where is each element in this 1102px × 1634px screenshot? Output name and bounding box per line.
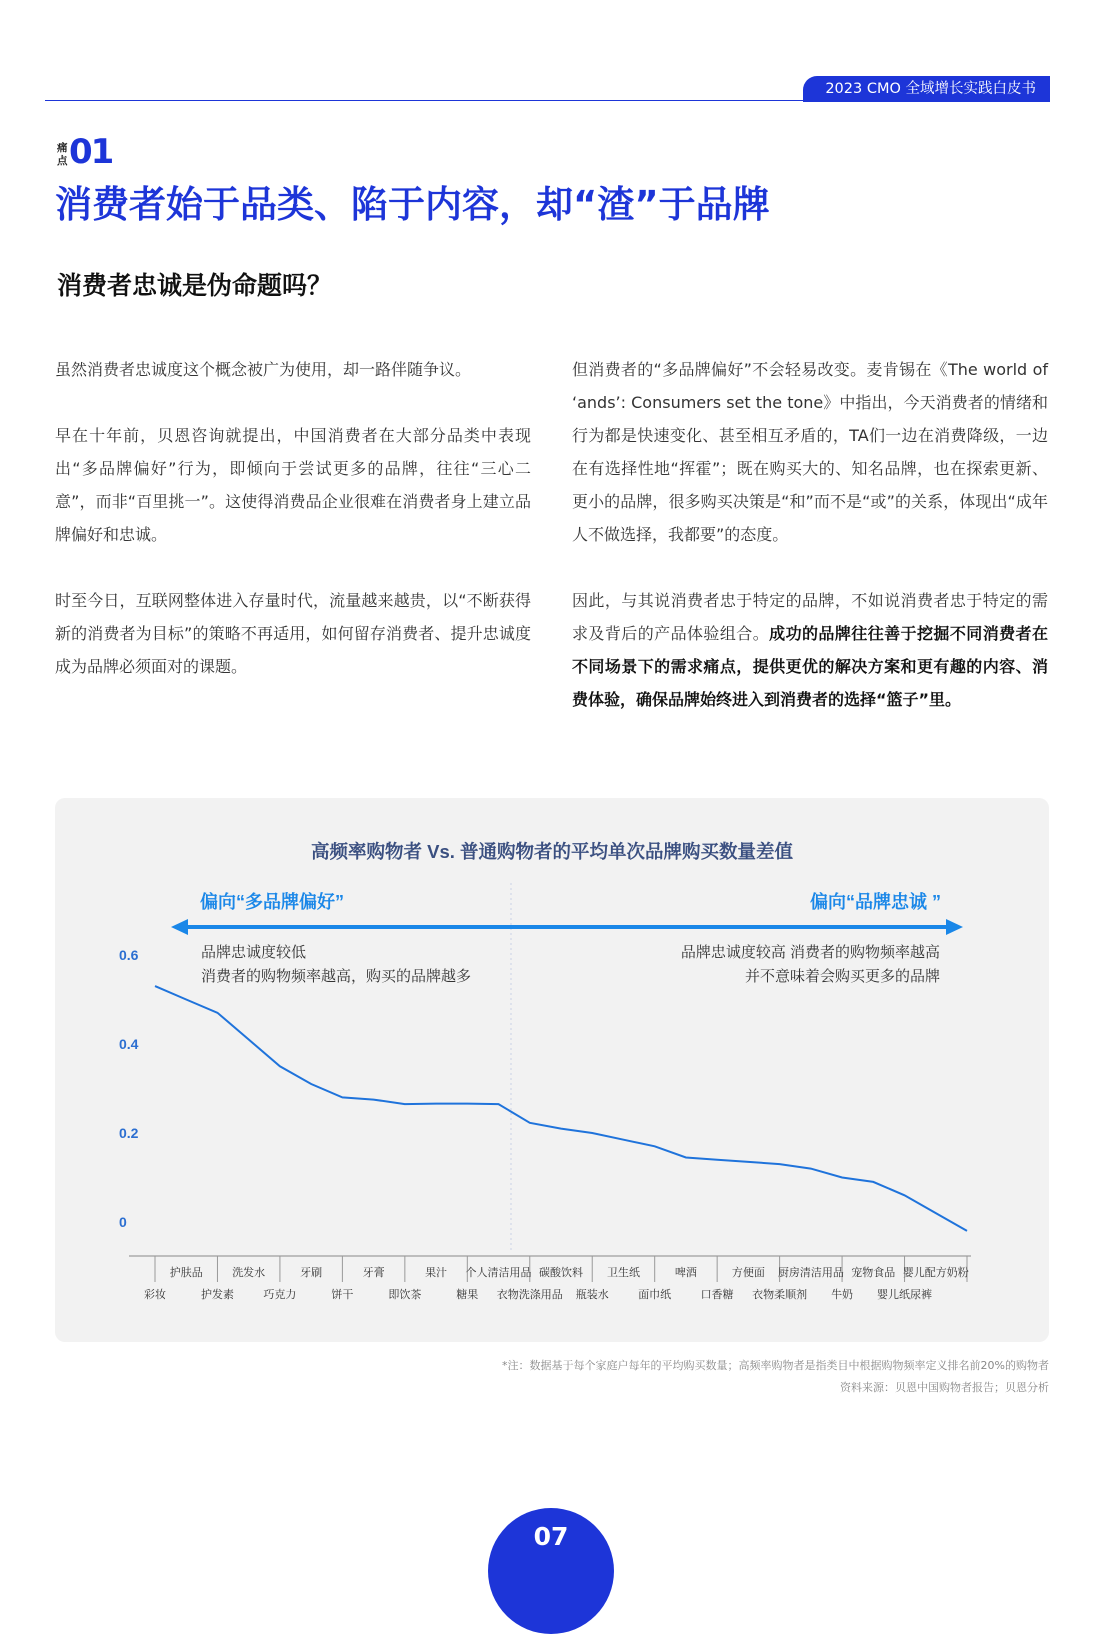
chart-panel: [55, 798, 1049, 1342]
y-tick-label: 0.2: [119, 1125, 139, 1141]
page-subtitle: 消费者忠诚是伪命题吗？: [57, 271, 333, 300]
left-note-line-2: 消费者的购物频率越高，购买的品牌越多: [201, 968, 472, 985]
right-direction-label: 偏向“品牌忠诚 ”: [809, 892, 941, 912]
conclusion-plain-text: 因此，与其说消费者忠于特定的品牌，不如说消费者忠于特定的需求及背后的产品体验组合。: [572, 591, 1048, 643]
body-paragraph: 虽然消费者忠诚度这个概念被广为使用，却一路伴随争议。: [55, 360, 472, 379]
x-category-label: 碳酸饮料: [539, 1267, 583, 1279]
conclusion-bold-text: 成功的品牌往往善于挖掘不同消费者在不同场景下的需求痛点，提供更优的解决方案和更有趣的内容、消费体验，确保品牌始终进入到消费者的选择“篮子”里。: [572, 624, 1048, 709]
x-category-label: 饼干: [331, 1289, 354, 1301]
x-category-label: 洗发水: [232, 1267, 266, 1279]
body-paragraph: 早在十年前，贝恩咨询就提出，中国消费者在大部分品类中表现出“多品牌偏好”行为，即倾向于尝试更多的品牌，往往“三心二意”，而非“百里挑一”。这使得消费品企业很难在消费者身上建立品牌偏好和忠诚。: [55, 426, 531, 544]
left-arrowhead-icon: [171, 919, 188, 935]
footnote-note: *注：数据基于每个家庭户每年的平均购买数量；高频率购物者是指类目中根据购物频率定义排名前20%的购物者: [502, 1359, 1049, 1372]
right-note-line-1: 品牌忠诚度较高 消费者的购物频率越高: [680, 944, 940, 961]
x-category-label: 牙膏: [362, 1267, 385, 1279]
x-category-label: 果汁: [425, 1267, 448, 1279]
x-category-label: 瓶装水: [575, 1289, 609, 1301]
x-category-label: 牛奶: [831, 1289, 854, 1301]
left-direction-label: 偏向“多品牌偏好”: [200, 892, 344, 912]
body-paragraph-conclusion: [572, 584, 1048, 716]
page-title: 消费者始于品类、陷于内容，却“渣”于品牌: [55, 183, 770, 226]
page-number-badge: [488, 1508, 614, 1559]
y-axis-ticks: [119, 947, 139, 1230]
section-number: 01: [69, 132, 113, 172]
x-category-label: 宠物食品: [851, 1267, 896, 1279]
x-category-label: 糖果: [456, 1289, 479, 1301]
body-paragraph: 但消费者的“多品牌偏好”不会轻易改变。麦肯锡在《The world of ‘ands’: Consumers set the tone》中指出，今天消费者的情绪和行为都是快速变化、甚至相互矛盾的，TA们一边在消费降级，一边在有选择性地“挥霍”；既在购买大的、知名品牌，也在探索更新、更小的品牌，很多购买决策是“和”而不是“或”的关系，体现出“成年人不做选择，我都要”的态度。: [572, 360, 1048, 544]
chart-title: 高频率购物者 Vs. 普通购物者的平均单次品牌购买数量差值: [310, 841, 794, 862]
y-tick-label: 0.6: [119, 947, 139, 963]
y-tick-label: 0.4: [119, 1036, 139, 1052]
x-category-label: 婴儿纸尿裤: [877, 1289, 933, 1301]
body-paragraph: 时至今日，互联网整体进入存量时代，流量越来越贵，以“不断获得新的消费者为目标”的策略不再适用，如何留存消费者、提升忠诚度成为品牌必须面对的课题。: [55, 591, 531, 676]
series-line: [155, 986, 967, 1231]
x-category-label: 彩妆: [144, 1289, 166, 1301]
x-category-label: 护发素: [200, 1289, 234, 1301]
x-category-label: 面巾纸: [638, 1289, 672, 1301]
left-note-line-1: 品牌忠诚度较低: [201, 944, 307, 961]
x-category-label: 巧克力: [263, 1289, 297, 1301]
body-right-column: [572, 353, 1048, 749]
brand-count-difference-chart: [55, 798, 1049, 1342]
x-category-label: 婴儿配方奶粉: [902, 1267, 969, 1279]
x-category-label: 口香糖: [700, 1289, 734, 1301]
footnote: [502, 1355, 1049, 1399]
x-category-label: 方便面: [731, 1267, 765, 1279]
x-axis-labels: [144, 1256, 969, 1301]
x-category-label: 牙刷: [300, 1267, 323, 1279]
x-category-label: 啤酒: [674, 1267, 697, 1279]
header-document-tag: 2023 CMO 全域增长实践白皮书: [803, 76, 1050, 102]
x-category-label: 卫生纸: [606, 1267, 640, 1279]
y-tick-label: 0: [119, 1214, 127, 1230]
page-number: 07: [533, 1522, 569, 1551]
x-category-label: 护肤品: [169, 1267, 203, 1279]
section-label: 痛点: [57, 142, 68, 167]
x-category-label: 衣物洗涤用品: [496, 1289, 563, 1301]
right-arrowhead-icon: [946, 919, 963, 935]
body-left-column: [55, 353, 531, 716]
x-category-label: 衣物柔顺剂: [752, 1289, 808, 1301]
x-category-label: 厨房清洁用品: [777, 1267, 844, 1279]
right-note-line-2: 并不意味着会购买更多的品牌: [744, 968, 940, 985]
x-category-label: 个人清洁用品: [465, 1267, 532, 1279]
footnote-source: 资料来源：贝恩中国购物者报告；贝恩分析: [840, 1381, 1049, 1394]
x-category-label: 即饮茶: [388, 1289, 422, 1301]
